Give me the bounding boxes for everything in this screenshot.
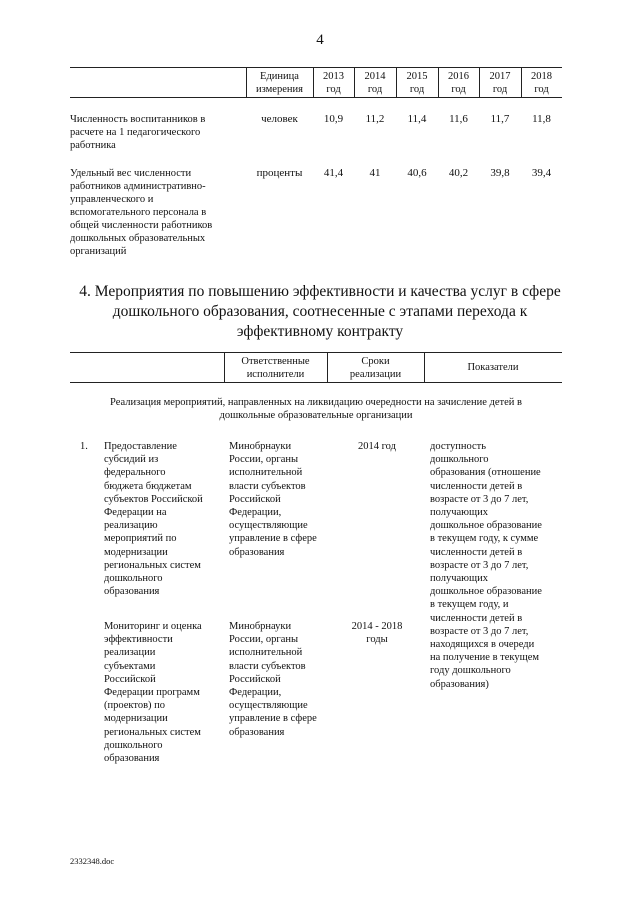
- line: году дошкольного: [430, 665, 511, 677]
- line: Предоставление: [104, 441, 177, 452]
- header-line: исполнители: [246, 369, 305, 380]
- line: численности детей в: [430, 546, 523, 558]
- line: модернизации: [104, 713, 168, 725]
- table1-top-rule: [70, 67, 562, 68]
- line: Федерации программ: [104, 687, 200, 699]
- line: региональных систем: [104, 726, 201, 738]
- responsible-cell: [229, 620, 329, 739]
- line: образования: [229, 726, 285, 738]
- label-line: вспомогательного персонала в: [70, 207, 207, 218]
- line: возрасте от 3 до 7 лет,: [430, 625, 529, 637]
- line: власти субъектов: [229, 660, 306, 672]
- line: образования: [229, 546, 285, 558]
- table1-row-label: [70, 167, 246, 258]
- year-label: 2014: [364, 71, 386, 82]
- line: доступность: [430, 441, 487, 452]
- label-line: работника: [70, 140, 116, 151]
- year-suffix: год: [451, 84, 466, 95]
- indicator-cell: [430, 440, 562, 691]
- unit-cell: проценты: [256, 167, 303, 179]
- label-line: Численность воспитанников в: [70, 114, 206, 125]
- line: (проектов) по: [104, 700, 166, 712]
- year-label: 2013: [323, 71, 344, 82]
- value-cell: 10,9: [323, 113, 344, 125]
- label-line: расчете на 1 педагогического: [70, 127, 201, 138]
- year-label: 2015: [406, 71, 428, 82]
- year-suffix: год: [534, 84, 549, 95]
- line: годы: [366, 634, 388, 646]
- line: Мониторинг и оценка: [104, 621, 202, 632]
- line: модернизации: [104, 546, 168, 558]
- line: образования: [104, 586, 160, 598]
- line: возрасте от 3 до 7 лет,: [430, 493, 529, 505]
- table1-row-label: [70, 113, 246, 152]
- line: Минобрнауки: [229, 441, 292, 452]
- year-header: [313, 70, 354, 96]
- header-line: Ответственные: [241, 356, 310, 367]
- table1-header-rule: [70, 97, 562, 98]
- file-name: 2332348.doc: [70, 856, 115, 866]
- line: России, органы: [229, 454, 299, 466]
- value-cell: 11,6: [449, 113, 468, 125]
- line: России, органы: [229, 634, 299, 646]
- label-line: работников административно-: [70, 181, 206, 192]
- label-line: Удельный вес численности: [70, 168, 192, 179]
- measure-text: [104, 440, 224, 598]
- year-suffix: год: [367, 84, 383, 95]
- line: осуществляющие: [229, 700, 308, 712]
- section-title: [60, 282, 580, 342]
- line: образования: [104, 753, 160, 765]
- line: управление в сфере: [229, 713, 317, 725]
- line: в текущем году, к сумме: [430, 533, 539, 545]
- value-cell: 40,6: [407, 167, 427, 179]
- line: осуществляющие: [229, 520, 308, 532]
- year-header: [479, 70, 521, 96]
- measure-text: [104, 620, 224, 765]
- value-cell: 39,4: [531, 167, 552, 179]
- line: образования): [430, 678, 489, 690]
- value-cell: 40,2: [448, 167, 469, 179]
- year-label: 2016: [448, 71, 469, 82]
- header-line: реализации: [349, 369, 402, 380]
- year-label: 2017: [489, 71, 511, 82]
- year-suffix: год: [492, 84, 508, 95]
- deadline-header: [327, 355, 424, 381]
- header-line: Сроки: [361, 356, 390, 367]
- line: Федерации на: [104, 507, 167, 519]
- line: реализацию: [104, 520, 158, 532]
- year-suffix: год: [326, 84, 341, 95]
- value-cell: 39,8: [490, 167, 510, 179]
- line: возрасте от 3 до 7 лет,: [430, 559, 529, 571]
- line: в текущем году, и: [430, 599, 509, 611]
- indicators-header: Показатели: [467, 362, 519, 373]
- page-number: 4: [316, 32, 324, 48]
- unit-header: [246, 70, 313, 96]
- deadline-cell: [330, 620, 424, 646]
- label-line: организаций: [70, 246, 127, 257]
- line: находящихся в очереди: [430, 639, 535, 651]
- label-line: общей численности работников: [70, 220, 213, 231]
- table2-top-rule: [70, 352, 562, 353]
- year-suffix: год: [409, 84, 425, 95]
- value-cell: 11,2: [365, 113, 385, 125]
- line: получающих: [430, 573, 488, 585]
- section-title-line: дошкольного образования, соотнесенные с этапами перехода к: [112, 303, 528, 320]
- year-header: [354, 70, 396, 96]
- line: 2014 - 2018: [351, 621, 403, 632]
- line: на получение в текущем: [430, 652, 540, 664]
- line: дошкольное образование: [430, 586, 542, 598]
- line: реализации: [104, 647, 156, 659]
- label-line: дошкольных образовательных: [70, 233, 206, 244]
- year-label: 2018: [531, 71, 552, 82]
- value-cell: 41,4: [323, 167, 344, 179]
- line: мероприятий по: [104, 533, 177, 545]
- section-title-line: 4. Мероприятия по повышению эффективности и качества услуг в сфере: [79, 283, 561, 300]
- value-cell: 11,4: [407, 113, 427, 125]
- line: образования (отношение: [430, 467, 541, 479]
- line: дошкольного: [104, 739, 163, 751]
- responsible-header: [224, 355, 327, 381]
- line: бюджета бюджетам: [104, 480, 192, 492]
- line: исполнительной: [229, 467, 303, 479]
- line: Российской: [229, 493, 281, 505]
- line: власти субъектов: [229, 480, 306, 492]
- unit-header-line: Единица: [260, 71, 299, 82]
- line: Российской: [229, 673, 281, 685]
- line: получающих: [430, 507, 488, 519]
- deadline-cell: 2014 год: [358, 441, 396, 452]
- value-cell: 41: [369, 167, 381, 179]
- line: субъектов Российской: [104, 493, 203, 505]
- line: субсидий из: [104, 454, 159, 466]
- intro-line: Реализация мероприятий, направленных на ликвидацию очередности на зачисление детей в: [110, 397, 522, 408]
- year-header: [438, 70, 479, 96]
- line: региональных систем: [104, 559, 201, 571]
- table2-header-rule: [70, 382, 562, 383]
- line: управление в сфере: [229, 533, 317, 545]
- year-header: [396, 70, 438, 96]
- value-cell: 11,7: [490, 113, 510, 125]
- value-cell: 11,8: [532, 113, 551, 125]
- line: численности детей в: [430, 612, 523, 624]
- year-header: [521, 70, 562, 96]
- row-number: 1.: [80, 441, 88, 452]
- line: Федерации,: [229, 687, 282, 699]
- line: Минобрнауки: [229, 621, 292, 632]
- section-title-line: эффективному контракту: [236, 323, 404, 340]
- table2-intro: [70, 396, 562, 422]
- unit-header-line: измерения: [256, 84, 303, 95]
- line: Российской: [104, 673, 156, 685]
- unit-cell: человек: [261, 113, 298, 125]
- label-line: управленческого и: [70, 194, 154, 205]
- line: Федерации,: [229, 507, 282, 519]
- intro-line: дошкольные образовательные организации: [219, 410, 413, 421]
- line: дошкольного: [430, 454, 489, 466]
- line: субъектами: [104, 660, 156, 672]
- line: дошкольное образование: [430, 520, 542, 532]
- line: эффективности: [104, 634, 173, 646]
- line: исполнительной: [229, 647, 303, 659]
- line: федерального: [104, 467, 166, 479]
- responsible-cell: [229, 440, 329, 559]
- line: численности детей в: [430, 480, 523, 492]
- line: дошкольного: [104, 573, 163, 585]
